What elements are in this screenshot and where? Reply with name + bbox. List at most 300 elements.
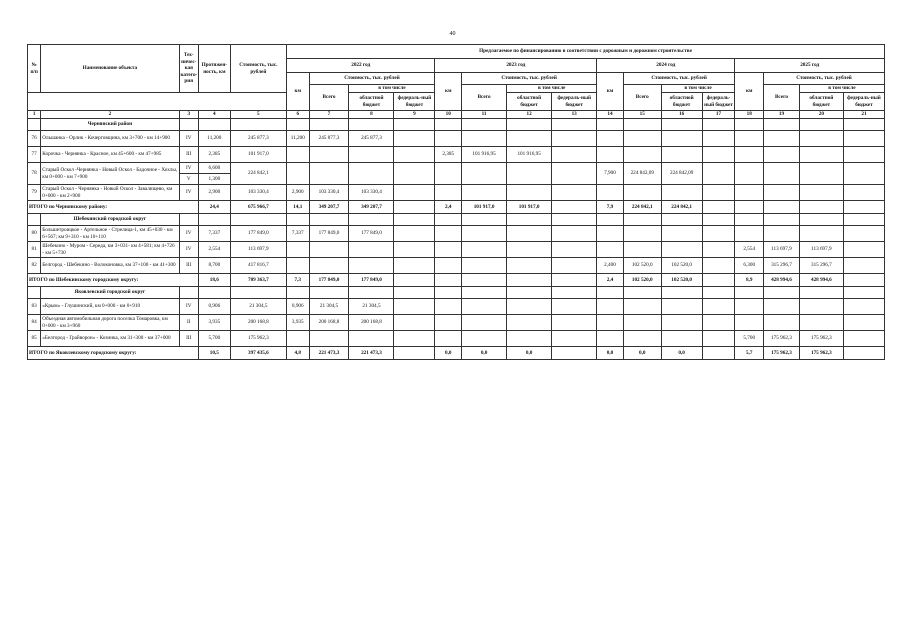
cell	[349, 287, 394, 299]
total-cost: 397 435,6	[230, 347, 286, 360]
total-regional-22: 221 473,3	[349, 347, 394, 360]
km-23	[435, 258, 462, 274]
total-label: ИТОГО по Шебекинскому городскому округу:	[28, 274, 199, 287]
total-federal-25	[843, 274, 884, 287]
total-sum-25: 175 962,3	[764, 347, 800, 360]
table-row	[28, 226, 885, 242]
regional-23	[507, 258, 552, 274]
cell	[309, 214, 349, 226]
federal-23	[552, 258, 597, 274]
cell	[799, 119, 843, 131]
regional-23	[507, 315, 552, 331]
column-number: 20	[799, 111, 843, 119]
km-23	[435, 242, 462, 258]
regional-22: 177 849,0	[349, 226, 394, 242]
cell	[394, 287, 435, 299]
total-22: 245 877,3	[309, 131, 349, 147]
total-24	[623, 226, 661, 242]
column-number: 16	[661, 111, 702, 119]
federal-25	[843, 147, 884, 163]
category: IV	[179, 131, 198, 147]
object-name: «Белгород - Грайворон» - Козинка, км 31+300 - км 37+000	[41, 331, 179, 347]
total-23	[462, 299, 507, 315]
cell	[623, 119, 661, 131]
regional-25: 113 697,9	[799, 242, 843, 258]
table-row	[28, 163, 885, 174]
row-number: 84	[28, 315, 41, 331]
header-cost-thousand: Стоимость, тыс. рублей	[764, 73, 885, 85]
federal-24	[702, 258, 735, 274]
header-regional: областной бюджет	[799, 93, 843, 111]
object-name: Большетроицкое - Артельное - Стрелица-1, км 45+030 - км 6+567; км 9+310 - км 10+110	[41, 226, 179, 242]
cell	[735, 287, 764, 299]
category: IV	[179, 242, 198, 258]
cost: 200 168,8	[230, 315, 286, 331]
km-22: 11,200	[287, 131, 310, 147]
cell	[597, 214, 624, 226]
total-row	[28, 274, 885, 287]
km-24	[597, 242, 624, 258]
total-regional-23: 0,0	[507, 347, 552, 360]
total-24: 102 520,0	[623, 258, 661, 274]
table-row	[28, 299, 885, 315]
cell	[28, 119, 41, 131]
cost: 103 330,4	[230, 185, 286, 201]
header-category: Тех-ничес-кая катего-рия	[179, 45, 198, 93]
km-24: 2,400	[597, 258, 624, 274]
federal-22	[394, 185, 435, 201]
total-federal-24	[702, 347, 735, 360]
total-22	[309, 242, 349, 258]
cost: 113 697,9	[230, 242, 286, 258]
km-23	[435, 331, 462, 347]
cell	[28, 214, 41, 226]
header-year: 2024 год	[597, 59, 735, 73]
total-regional-25: 175 962,3	[799, 347, 843, 360]
cost: 21 304,5	[230, 299, 286, 315]
total-regional-25: 428 994,6	[799, 274, 843, 287]
total-km-25: 5,7	[735, 347, 764, 360]
cell	[507, 287, 552, 299]
total-25	[764, 315, 800, 331]
cell	[394, 119, 435, 131]
length: 2,385	[198, 147, 230, 163]
federal-25	[843, 258, 884, 274]
regional-24	[661, 315, 702, 331]
total-km-24: 2,4	[597, 274, 624, 287]
regional-25	[799, 185, 843, 201]
header-year: 2022 год	[287, 59, 435, 73]
cell	[462, 214, 507, 226]
category: IV	[179, 299, 198, 315]
regional-23	[507, 185, 552, 201]
total-25: 315 296,7	[764, 258, 800, 274]
total-22	[309, 258, 349, 274]
total-km-23	[435, 274, 462, 287]
header-including: в том числе	[349, 85, 435, 93]
category: III	[179, 331, 198, 347]
federal-23	[552, 315, 597, 331]
header-year: 2023 год	[435, 59, 597, 73]
cell	[230, 287, 286, 299]
object-name: Объездная автомобильная дорога поселка Томаровка, км 0+000 - км 3+960	[41, 315, 179, 331]
cell	[435, 287, 462, 299]
regional-24: 102 520,0	[661, 258, 702, 274]
cell	[287, 214, 310, 226]
regional-23	[507, 131, 552, 147]
regional-25	[799, 131, 843, 147]
regional-22	[349, 331, 394, 347]
total-length: 10,5	[198, 347, 230, 360]
federal-23	[552, 299, 597, 315]
total-25	[764, 131, 800, 147]
regional-22: 21 304,5	[349, 299, 394, 315]
cell	[661, 287, 702, 299]
category: IV	[179, 185, 198, 201]
km-23: 2,385	[435, 147, 462, 163]
column-number: 5	[230, 111, 286, 119]
km-22: 2,900	[287, 185, 310, 201]
regional-24	[661, 299, 702, 315]
header-including: в том числе	[507, 85, 597, 93]
cell	[735, 119, 764, 131]
regional-23	[507, 242, 552, 258]
section-title: Чернянский район	[41, 119, 179, 131]
cost: 101 917,0	[230, 147, 286, 163]
regional-22	[349, 147, 394, 163]
cell	[702, 287, 735, 299]
regional-24	[661, 147, 702, 163]
header-total: Всего	[462, 85, 507, 111]
km-25	[735, 131, 764, 147]
regional-25	[799, 299, 843, 315]
total-24	[623, 299, 661, 315]
total-sum-23: 101 917,0	[462, 201, 507, 214]
table-row	[28, 242, 885, 258]
header-num: № п/п	[28, 45, 41, 93]
km-25	[735, 185, 764, 201]
federal-24	[702, 242, 735, 258]
total-federal-25	[843, 201, 884, 214]
object-name: Корочка - Чернянка - Красное, км 45+600 - км 47+985	[41, 147, 179, 163]
section-row	[28, 287, 885, 299]
km-23	[435, 299, 462, 315]
column-number: 6	[287, 111, 310, 119]
total-sum-25: 428 994,6	[764, 274, 800, 287]
column-number: 4	[198, 111, 230, 119]
regional-24	[661, 185, 702, 201]
cell	[597, 119, 624, 131]
federal-22	[394, 331, 435, 347]
km-22: 7,337	[287, 226, 310, 242]
total-24	[623, 242, 661, 258]
table-row	[28, 131, 885, 147]
total-25	[764, 147, 800, 163]
total-sum-25	[764, 201, 800, 214]
federal-25	[843, 242, 884, 258]
total-24	[623, 147, 661, 163]
km-23	[435, 315, 462, 331]
row-number: 81	[28, 242, 41, 258]
km-25	[735, 163, 764, 185]
cell	[179, 119, 198, 131]
total-25	[764, 299, 800, 315]
regional-25: 175 962,3	[799, 331, 843, 347]
length: 0,906	[198, 299, 230, 315]
total-25	[764, 226, 800, 242]
cell	[462, 287, 507, 299]
km-25	[735, 299, 764, 315]
column-number: 18	[735, 111, 764, 119]
total-federal-23	[552, 201, 597, 214]
total-23	[462, 131, 507, 147]
header-cost-thousand: Стоимость, тыс. рублей	[462, 73, 597, 85]
federal-24	[702, 131, 735, 147]
regional-23	[507, 299, 552, 315]
total-24	[623, 185, 661, 201]
cell	[843, 119, 884, 131]
category: IV	[179, 226, 198, 242]
object-name: Ольшанка - Орлик - Кочерговщина, км 3+700 - км 14+900	[41, 131, 179, 147]
federal-24	[702, 185, 735, 201]
table-row	[28, 331, 885, 347]
km-23	[435, 226, 462, 242]
length: 5,700	[198, 331, 230, 347]
regional-25	[799, 226, 843, 242]
regional-23: 101 916,95	[507, 147, 552, 163]
regional-24	[661, 331, 702, 347]
row-number: 85	[28, 331, 41, 347]
column-number: 19	[764, 111, 800, 119]
regional-24	[661, 131, 702, 147]
cell	[230, 214, 286, 226]
cost: 245 877,3	[230, 131, 286, 147]
object-name: Белгород - Шебекино - Волоконовка, км 37+100 - км 41+300	[41, 258, 179, 274]
total-km-25: 8,9	[735, 274, 764, 287]
total-24	[623, 331, 661, 347]
header-federal: федераль-ный бюджет	[552, 93, 597, 111]
regional-22: 103 330,4	[349, 185, 394, 201]
total-sum-23: 0,0	[462, 347, 507, 360]
length: 7,337	[198, 226, 230, 242]
category: III	[179, 147, 198, 163]
km-25: 6,300	[735, 258, 764, 274]
km-23	[435, 185, 462, 201]
table-row	[28, 185, 885, 201]
km-23	[435, 163, 462, 185]
header-regional: областной бюджет	[507, 93, 552, 111]
total-regional-22: 349 207,7	[349, 201, 394, 214]
cell	[507, 119, 552, 131]
length: 6,600	[198, 163, 230, 174]
total-22	[309, 163, 349, 185]
length: 11,200	[198, 131, 230, 147]
row-number: 82	[28, 258, 41, 274]
cell	[623, 287, 661, 299]
section-row	[28, 214, 885, 226]
regional-22: 245 877,3	[349, 131, 394, 147]
column-number: 3	[179, 111, 198, 119]
header-year: 2025 год	[735, 59, 885, 73]
column-number: 10	[435, 111, 462, 119]
cell	[507, 214, 552, 226]
cell	[597, 287, 624, 299]
total-length: 24,4	[198, 201, 230, 214]
header-total: Всего	[764, 85, 800, 111]
cell	[28, 287, 41, 299]
total-24: 224 842,09	[623, 163, 661, 185]
cell	[179, 214, 198, 226]
column-number: 12	[507, 111, 552, 119]
total-sum-23	[462, 274, 507, 287]
total-sum-24: 102 520,0	[623, 274, 661, 287]
cell	[552, 119, 597, 131]
total-federal-23	[552, 274, 597, 287]
column-number-row	[28, 111, 885, 119]
cost: 177 849,0	[230, 226, 286, 242]
km-22: 3,935	[287, 315, 310, 331]
total-regional-23	[507, 274, 552, 287]
total-km-23: 0,0	[435, 347, 462, 360]
total-23	[462, 226, 507, 242]
total-federal-23	[552, 347, 597, 360]
regional-24: 224 842,09	[661, 163, 702, 185]
regional-23	[507, 163, 552, 185]
total-23	[462, 315, 507, 331]
total-federal-25	[843, 347, 884, 360]
federal-24	[702, 299, 735, 315]
header-including: в том числе	[661, 85, 735, 93]
cell	[702, 119, 735, 131]
header-federal: федераль-ный бюджет	[702, 93, 735, 111]
length: 2,554	[198, 242, 230, 258]
federal-23	[552, 331, 597, 347]
total-25: 113 697,9	[764, 242, 800, 258]
total-km-25	[735, 201, 764, 214]
header-federal: федераль-ный бюджет	[843, 93, 884, 111]
km-22: 0,906	[287, 299, 310, 315]
total-row	[28, 347, 885, 360]
regional-25	[799, 147, 843, 163]
cell	[230, 119, 286, 131]
funding-table	[27, 44, 885, 360]
total-24	[623, 315, 661, 331]
table-row	[28, 147, 885, 163]
cell	[552, 287, 597, 299]
table-row	[28, 315, 885, 331]
federal-25	[843, 315, 884, 331]
cell	[349, 119, 394, 131]
total-regional-25	[799, 201, 843, 214]
column-number: 14	[597, 111, 624, 119]
total-25	[764, 163, 800, 185]
cell	[309, 119, 349, 131]
total-25: 175 962,3	[764, 331, 800, 347]
section-title: Шебекинский городской округ	[41, 214, 179, 226]
total-sum-24: 224 842,1	[623, 201, 661, 214]
row-number: 76	[28, 131, 41, 147]
column-number: 8	[349, 111, 394, 119]
total-km-22: 14,1	[287, 201, 310, 214]
total-22: 177 849,0	[309, 226, 349, 242]
cell	[552, 214, 597, 226]
total-km-23: 2,4	[435, 201, 462, 214]
column-number: 11	[462, 111, 507, 119]
total-km-22: 4,8	[287, 347, 310, 360]
km-25	[735, 315, 764, 331]
column-number: 9	[394, 111, 435, 119]
column-number: 15	[623, 111, 661, 119]
header-regional: областной бюджет	[661, 93, 702, 111]
federal-24	[702, 315, 735, 331]
regional-25	[799, 163, 843, 185]
category: V	[179, 174, 198, 185]
federal-24	[702, 163, 735, 185]
federal-22	[394, 299, 435, 315]
total-km-24: 7,9	[597, 201, 624, 214]
column-number: 7	[309, 111, 349, 119]
row-number: 78	[28, 163, 41, 185]
km-24	[597, 185, 624, 201]
cost: 224 842,1	[230, 163, 286, 185]
total-23	[462, 163, 507, 185]
cell	[462, 119, 507, 131]
total-sum-22: 177 849,0	[309, 274, 349, 287]
object-name: Старый Оскол - Чернянка - Новый Оскол - Завалищево, км 0+000 - км 2+900	[41, 185, 179, 201]
header-length: Протяжен-ность, км	[198, 45, 230, 93]
federal-24	[702, 226, 735, 242]
page-number: 40	[449, 31, 456, 37]
cell	[735, 214, 764, 226]
header-km: км	[735, 73, 764, 111]
federal-22	[394, 242, 435, 258]
federal-25	[843, 185, 884, 201]
federal-23	[552, 131, 597, 147]
cell	[198, 287, 230, 299]
header-cost-thousand: Стоимость, тыс. рублей	[623, 73, 735, 85]
km-22	[287, 163, 310, 185]
header-federal: федераль-ный бюджет	[394, 93, 435, 111]
column-number: 13	[552, 111, 597, 119]
total-22	[309, 147, 349, 163]
column-number: 21	[843, 111, 884, 119]
cell	[799, 287, 843, 299]
total-23: 101 916,95	[462, 147, 507, 163]
total-22	[309, 331, 349, 347]
cell	[309, 287, 349, 299]
federal-25	[843, 299, 884, 315]
km-24	[597, 147, 624, 163]
header-total: Всего	[623, 85, 661, 111]
km-24	[597, 226, 624, 242]
length: 1,300	[198, 174, 230, 185]
cell	[661, 119, 702, 131]
regional-25	[799, 315, 843, 331]
regional-24	[661, 226, 702, 242]
length: 2,900	[198, 185, 230, 201]
federal-23	[552, 185, 597, 201]
federal-25	[843, 331, 884, 347]
header-km: км	[597, 73, 624, 111]
cell	[764, 287, 800, 299]
regional-22	[349, 163, 394, 185]
category: III	[179, 258, 198, 274]
federal-22	[394, 131, 435, 147]
km-25	[735, 147, 764, 163]
total-cost: 709 363,7	[230, 274, 286, 287]
cell	[764, 119, 800, 131]
federal-23	[552, 163, 597, 185]
